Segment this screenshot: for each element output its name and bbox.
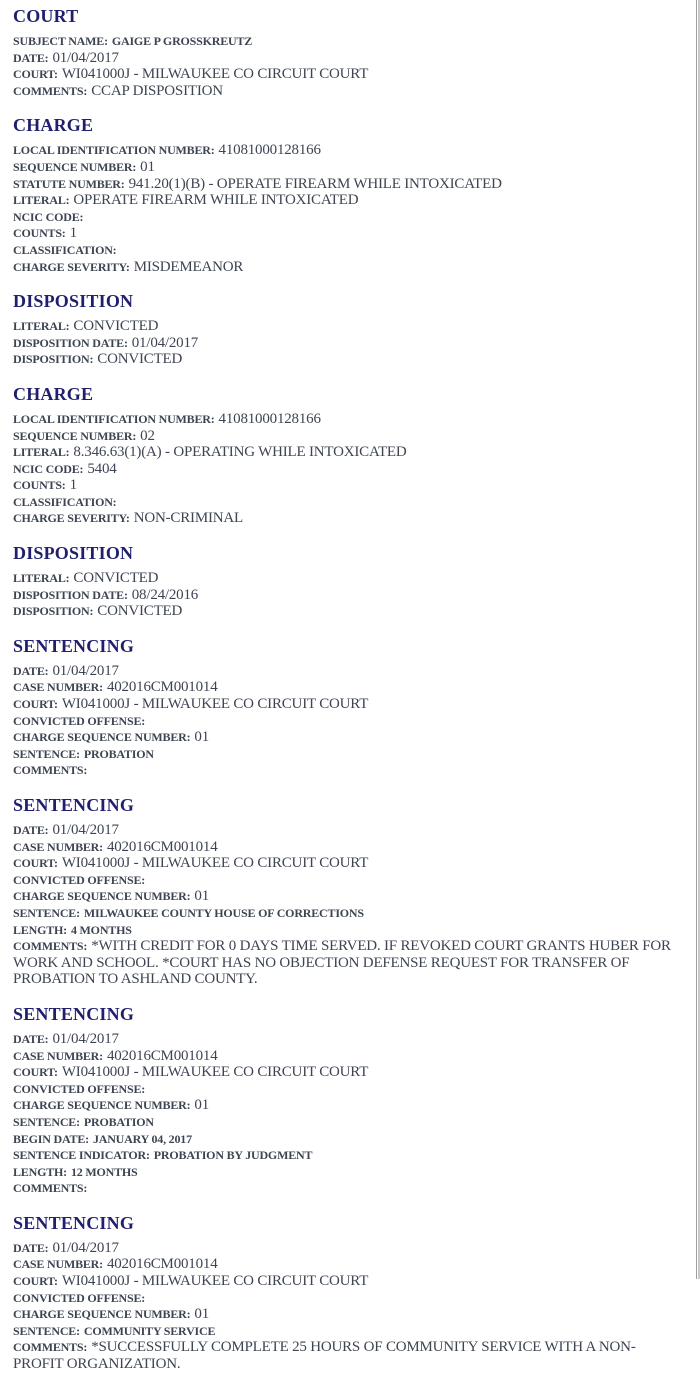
field-value: 402016CM001014 bbox=[106, 1256, 218, 1273]
field-label: COMMENTS: bbox=[13, 1181, 88, 1196]
field-value: 08/24/2016 bbox=[131, 586, 199, 603]
field-value: 01 bbox=[194, 1306, 210, 1323]
field-row bbox=[13, 1323, 679, 1340]
field-row bbox=[13, 1164, 679, 1181]
field-label: SEQUENCE NUMBER: bbox=[13, 428, 137, 443]
field-row bbox=[13, 1180, 679, 1197]
field-value: MISDEMEANOR bbox=[133, 258, 244, 275]
field-label: COUNTS: bbox=[13, 226, 66, 241]
field-value: *SUCCESSFULLY COMPLETE 25 HOURS OF COMMUNITY SERVICE WITH A NON-PROFIT ORGANIZATION. bbox=[13, 1339, 636, 1373]
field-row bbox=[13, 259, 679, 276]
field-label: SENTENCE INDICATOR: bbox=[13, 1148, 150, 1163]
field-label: NCIC CODE: bbox=[13, 461, 84, 476]
field-label: CONVICTED OFFENSE: bbox=[13, 872, 146, 887]
field-row bbox=[13, 587, 679, 604]
field-label: COURT: bbox=[13, 1274, 58, 1289]
field-label: CHARGE SEVERITY: bbox=[13, 511, 130, 526]
field-value: WI041000J - MILWAUKEE CO CIRCUIT COURT bbox=[61, 1273, 369, 1290]
section-title: SENTENCING bbox=[13, 1003, 135, 1024]
field-row bbox=[13, 888, 679, 905]
field-value: WI041000J - MILWAUKEE CO CIRCUIT COURT bbox=[61, 66, 369, 83]
field-label: LITERAL: bbox=[13, 193, 70, 208]
field-label: COURT: bbox=[13, 67, 58, 82]
field-row bbox=[13, 872, 679, 889]
field-label: BEGIN DATE: bbox=[13, 1131, 89, 1146]
field-row bbox=[13, 411, 679, 428]
field-label: SUBJECT NAME: bbox=[13, 34, 108, 48]
field-row bbox=[13, 510, 679, 527]
field-value: *WITH CREDIT FOR 0 DAYS TIME SERVED. IF REVOKED COURT GRANTS HUBER FOR WORK AND SCHOOL. *COURT HAS NO OBJECTION DEFENSE REQUEST FOR TRANSFER OF PROBATION TO ASHLAND COUNTY. bbox=[13, 938, 671, 988]
field-row bbox=[13, 822, 679, 839]
field-value: WI041000J - MILWAUKEE CO CIRCUIT COURT bbox=[61, 855, 369, 872]
record-section bbox=[13, 637, 679, 779]
field-row bbox=[13, 1306, 679, 1323]
field-label: DISPOSITION: bbox=[13, 604, 94, 619]
field-value: WI041000J - MILWAUKEE CO CIRCUIT COURT bbox=[61, 1064, 369, 1081]
record-section bbox=[13, 796, 679, 988]
field-label: CLASSIFICATION: bbox=[13, 494, 117, 509]
field-row bbox=[13, 351, 679, 368]
field-value: 01/04/2017 bbox=[52, 662, 119, 679]
field-row bbox=[13, 1131, 679, 1148]
field-value: PROBATION bbox=[83, 746, 154, 761]
record-section bbox=[13, 292, 679, 368]
field-row bbox=[13, 209, 679, 226]
field-row bbox=[13, 603, 679, 620]
field-label: COMMENTS: bbox=[13, 763, 88, 778]
field-row bbox=[13, 335, 679, 352]
field-label: LENGTH: bbox=[13, 922, 67, 937]
field-row bbox=[13, 679, 679, 696]
field-row bbox=[13, 1097, 679, 1114]
field-label: COMMENTS: bbox=[13, 1340, 88, 1355]
field-label: COURT: bbox=[13, 856, 58, 871]
field-value: 402016CM001014 bbox=[106, 679, 218, 696]
field-value: 402016CM001014 bbox=[106, 1047, 218, 1064]
field-value: 01/04/2017 bbox=[52, 822, 119, 838]
field-label: NCIC CODE: bbox=[13, 209, 84, 224]
field-row bbox=[13, 663, 679, 680]
field-label: LENGTH: bbox=[13, 1164, 67, 1179]
field-value: WI041000J - MILWAUKEE CO CIRCUIT COURT bbox=[61, 696, 369, 713]
field-row bbox=[13, 1048, 679, 1065]
field-label: CONVICTED OFFENSE: bbox=[13, 713, 146, 728]
field-label: CLASSIFICATION: bbox=[13, 242, 117, 257]
field-row bbox=[13, 1339, 679, 1372]
field-label: SEQUENCE NUMBER: bbox=[13, 159, 137, 174]
field-row bbox=[13, 461, 679, 478]
field-label: COURT: bbox=[13, 697, 58, 712]
field-row bbox=[13, 494, 679, 511]
section-title: CHARGE bbox=[13, 115, 94, 136]
field-value: 12 MONTHS bbox=[70, 1164, 138, 1179]
field-value: 01 bbox=[194, 1097, 210, 1114]
field-value: 41081000128166 bbox=[218, 410, 321, 427]
field-row bbox=[13, 159, 679, 176]
field-value: COMMUNITY SERVICE bbox=[83, 1323, 216, 1338]
field-row bbox=[13, 83, 679, 100]
field-row bbox=[13, 66, 679, 83]
field-label: DATE: bbox=[13, 50, 49, 65]
field-value: 5404 bbox=[87, 460, 117, 477]
field-label: SENTENCE: bbox=[13, 1323, 80, 1338]
field-row bbox=[13, 729, 679, 746]
field-value: GAIGE P GROSSKREUTZ bbox=[111, 34, 253, 48]
field-row bbox=[13, 839, 679, 856]
field-label: CHARGE SEQUENCE NUMBER: bbox=[13, 730, 191, 745]
field-label: LOCAL IDENTIFICATION NUMBER: bbox=[13, 143, 215, 158]
field-label: STATUTE NUMBER: bbox=[13, 176, 125, 191]
field-label: LITERAL: bbox=[13, 319, 70, 334]
field-label: COMMENTS: bbox=[13, 83, 88, 98]
field-label: DISPOSITION DATE: bbox=[13, 335, 128, 350]
field-label: COMMENTS: bbox=[13, 939, 88, 954]
field-row bbox=[13, 444, 679, 461]
field-value: 01 bbox=[194, 729, 210, 746]
field-row bbox=[13, 855, 679, 872]
field-value: 4 MONTHS bbox=[70, 922, 132, 937]
section-title: DISPOSITION bbox=[13, 291, 134, 312]
field-value: MILWAUKEE COUNTY HOUSE OF CORRECTIONS bbox=[83, 905, 364, 920]
field-row bbox=[13, 225, 679, 242]
field-value: CONVICTED bbox=[73, 318, 159, 335]
record-section bbox=[13, 544, 679, 620]
field-row bbox=[13, 50, 679, 67]
field-row bbox=[13, 922, 679, 939]
right-border bbox=[696, 0, 700, 1279]
field-value: 01/04/2017 bbox=[52, 1239, 119, 1256]
field-row bbox=[13, 1256, 679, 1273]
field-value: 1 bbox=[69, 477, 77, 494]
field-row bbox=[13, 242, 679, 259]
field-label: DATE: bbox=[13, 1240, 49, 1255]
field-value: 01/04/2017 bbox=[52, 49, 119, 66]
field-row bbox=[13, 570, 679, 587]
field-value: 02 bbox=[140, 427, 155, 444]
field-row bbox=[13, 696, 679, 713]
field-label: DISPOSITION DATE: bbox=[13, 587, 128, 602]
field-row bbox=[13, 176, 679, 193]
field-row bbox=[13, 1081, 679, 1098]
field-label: CHARGE SEQUENCE NUMBER: bbox=[13, 889, 191, 904]
field-value: 01/04/2017 bbox=[131, 334, 199, 351]
field-label: CASE NUMBER: bbox=[13, 680, 103, 695]
field-label: CASE NUMBER: bbox=[13, 1048, 103, 1063]
record-section bbox=[13, 1214, 679, 1373]
field-value: CONVICTED bbox=[97, 351, 183, 368]
field-label: COUNTS: bbox=[13, 478, 66, 493]
section-title: SENTENCING bbox=[13, 1212, 135, 1233]
field-row bbox=[13, 1064, 679, 1081]
field-value: 01 bbox=[140, 158, 155, 175]
record-section bbox=[13, 7, 679, 99]
field-label: CONVICTED OFFENSE: bbox=[13, 1290, 146, 1305]
field-row bbox=[13, 1273, 679, 1290]
field-label: DATE: bbox=[13, 663, 49, 678]
field-value: 01 bbox=[194, 888, 210, 905]
field-row bbox=[13, 318, 679, 335]
field-row bbox=[13, 746, 679, 763]
field-row bbox=[13, 1114, 679, 1131]
field-label: LITERAL: bbox=[13, 445, 70, 460]
section-title: COURT bbox=[13, 6, 79, 26]
field-label: LOCAL IDENTIFICATION NUMBER: bbox=[13, 411, 215, 426]
field-row bbox=[13, 428, 679, 445]
field-row bbox=[13, 938, 679, 988]
section-title: DISPOSITION bbox=[13, 543, 134, 564]
field-label: CASE NUMBER: bbox=[13, 1257, 103, 1272]
field-label: CONVICTED OFFENSE: bbox=[13, 1081, 146, 1096]
field-label: CHARGE SEVERITY: bbox=[13, 259, 130, 274]
record-section bbox=[13, 1005, 679, 1197]
field-row bbox=[13, 192, 679, 209]
field-label: DATE: bbox=[13, 823, 49, 837]
field-label: SENTENCE: bbox=[13, 905, 80, 920]
field-value: CONVICTED bbox=[73, 570, 159, 587]
record-section bbox=[13, 116, 679, 275]
record-section bbox=[13, 385, 679, 527]
field-label: COURT: bbox=[13, 1065, 58, 1080]
field-value: 941.20(1)(B) - OPERATE FIREARM WHILE INTOXICATED bbox=[128, 175, 502, 192]
field-label: CASE NUMBER: bbox=[13, 839, 103, 854]
field-value: PROBATION BY JUDGMENT bbox=[153, 1148, 313, 1163]
field-value: 402016CM001014 bbox=[106, 838, 218, 855]
field-row bbox=[13, 905, 679, 922]
field-value: JANUARY 04, 2017 bbox=[92, 1131, 192, 1146]
field-value: 41081000128166 bbox=[218, 142, 321, 159]
field-row bbox=[13, 1147, 679, 1164]
field-row bbox=[13, 762, 679, 779]
field-row bbox=[13, 477, 679, 494]
field-label: DISPOSITION: bbox=[13, 352, 94, 367]
field-label: CHARGE SEQUENCE NUMBER: bbox=[13, 1307, 191, 1322]
field-label: DATE: bbox=[13, 1031, 49, 1046]
field-row bbox=[13, 142, 679, 159]
field-value: PROBATION bbox=[83, 1114, 154, 1129]
field-value: 8.346.63(1)(A) - OPERATING WHILE INTOXICATED bbox=[73, 444, 407, 461]
field-label: SENTENCE: bbox=[13, 746, 80, 761]
section-title: SENTENCING bbox=[13, 795, 135, 815]
field-row bbox=[13, 1240, 679, 1257]
field-value: OPERATE FIREARM WHILE INTOXICATED bbox=[73, 192, 359, 209]
field-row bbox=[13, 1290, 679, 1307]
field-value: NON-CRIMINAL bbox=[133, 510, 243, 527]
field-value: 1 bbox=[69, 225, 77, 242]
field-label: LITERAL: bbox=[13, 571, 70, 586]
field-row bbox=[13, 33, 679, 50]
field-label: CHARGE SEQUENCE NUMBER: bbox=[13, 1098, 191, 1113]
field-label: SENTENCE: bbox=[13, 1114, 80, 1129]
field-value: CONVICTED bbox=[97, 603, 183, 620]
field-row bbox=[13, 713, 679, 730]
section-title: SENTENCING bbox=[13, 635, 135, 656]
field-value: 01/04/2017 bbox=[52, 1030, 119, 1047]
section-title: CHARGE bbox=[13, 383, 94, 404]
field-row bbox=[13, 1031, 679, 1048]
field-value: CCAP DISPOSITION bbox=[91, 82, 223, 99]
